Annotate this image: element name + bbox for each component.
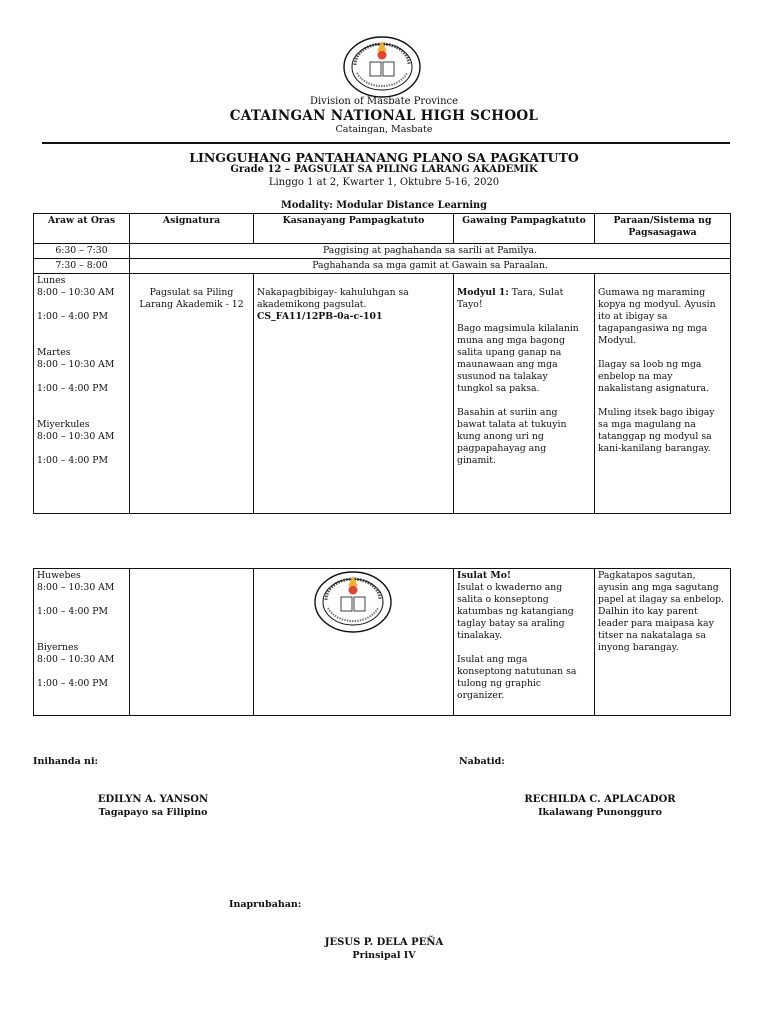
schedule-line: Huwebes bbox=[37, 570, 81, 581]
method-line: Modyul. bbox=[598, 335, 637, 346]
method-cell bbox=[595, 569, 731, 716]
noted-name: RECHILDA C. APLACADOR bbox=[524, 794, 676, 805]
header-competency: Kasanayang Pampagkatuto bbox=[254, 214, 454, 244]
activity-line: Tayo! bbox=[457, 299, 483, 310]
activity-line: Bago magsimula kilalanin bbox=[457, 323, 579, 334]
week-quarter: Linggo 1 at 2, Kwarter 1, Oktubre 5-16, 2020 bbox=[268, 177, 500, 188]
method-line: inyong barangay. bbox=[598, 642, 679, 653]
activity-line: tinalakay. bbox=[457, 630, 502, 641]
method-line: nakalistang asignatura. bbox=[598, 383, 710, 394]
schedule-line: Lunes bbox=[37, 275, 66, 286]
activity-line: pagpapahayag ang bbox=[457, 443, 547, 454]
approved-label: Inaprubahan: bbox=[229, 899, 302, 910]
noted-label: Nabatid: bbox=[459, 756, 505, 767]
activity-title: Modyul 1: bbox=[457, 287, 509, 298]
school-name: CATAINGAN NATIONAL HIGH SCHOOL bbox=[229, 108, 539, 124]
activity-line: katumbas ng katangiang bbox=[457, 606, 574, 617]
plan-table-1 bbox=[33, 213, 731, 514]
routine-row bbox=[34, 259, 731, 274]
activity-line: Isulat o kwaderno ang bbox=[457, 582, 563, 593]
schedule-line: 1:00 – 4:00 PM bbox=[37, 678, 109, 689]
activity-line: tulong ng graphic bbox=[457, 678, 542, 689]
subject-cell-empty bbox=[130, 569, 254, 716]
schedule-line: 8:00 – 10:30 AM bbox=[37, 359, 115, 370]
routine-time: 6:30 – 7:30 bbox=[34, 244, 130, 259]
header-day-time: Araw at Oras bbox=[34, 214, 130, 244]
prepared-name: EDILYN A. YANSON bbox=[97, 794, 209, 805]
noted-role: Ikalawang Punongguro bbox=[538, 807, 662, 818]
prepared-label: Inihanda ni: bbox=[33, 756, 99, 767]
header-divider bbox=[42, 142, 730, 144]
table-header-row bbox=[34, 214, 731, 244]
schedule-row-mon-wed bbox=[34, 274, 731, 514]
method-line: tatanggap ng modyul sa bbox=[598, 431, 712, 442]
schedule-line: 8:00 – 10:30 AM bbox=[37, 582, 115, 593]
approved-name: JESUS P. DELA PEÑA bbox=[324, 937, 444, 948]
method-line: papel at ilagay sa enbelop. bbox=[598, 594, 724, 605]
activity-cell bbox=[454, 569, 595, 716]
subject-cell bbox=[130, 274, 254, 514]
method-cell bbox=[595, 274, 731, 514]
plan-title: LINGGUHANG PANTAHANANG PLANO SA PAGKATUTO bbox=[189, 150, 579, 165]
activity-line: kung anong uri ng bbox=[457, 431, 544, 442]
method-line: tagapangasiwa ng mga bbox=[598, 323, 708, 334]
schedule-line: 8:00 – 10:30 AM bbox=[37, 431, 115, 442]
schedule-row-thu-fri bbox=[34, 569, 731, 716]
plan-table-2 bbox=[33, 568, 731, 716]
competency-line: Nakapagbibigay- kahuluhgan sa bbox=[257, 287, 409, 298]
method-line: titser na nakatalaga sa bbox=[598, 630, 706, 641]
subject-line: Larang Akademik - 12 bbox=[139, 299, 244, 310]
competency-cell bbox=[254, 274, 454, 514]
competency-cell-empty bbox=[254, 569, 454, 716]
division-name: Division of Masbate Province bbox=[309, 96, 459, 107]
activity-line: organizer. bbox=[457, 690, 505, 701]
header-activity: Gawaing Pampagkatuto bbox=[454, 214, 595, 244]
schedule-line: Biyernes bbox=[37, 642, 79, 653]
method-line: Dalhin ito kay parent bbox=[598, 606, 698, 617]
activity-line: ginamit. bbox=[457, 455, 496, 466]
activity-line: bawat talata at tukuyin bbox=[457, 419, 567, 430]
header-subject: Asignatura bbox=[130, 214, 254, 244]
activity-line: taglay batay sa araling bbox=[457, 618, 565, 629]
method-line: leader para maipasa kay bbox=[598, 618, 714, 629]
header-method: Paraan/Sistema ng Pagsasagawa bbox=[595, 214, 731, 244]
schedule-line: Martes bbox=[37, 347, 71, 358]
activity-line: konseptong natutunan sa bbox=[457, 666, 577, 677]
activity-line: susunod na talakay bbox=[457, 371, 548, 382]
schedule-line: 1:00 – 4:00 PM bbox=[37, 311, 109, 322]
schedule-line: 1:00 – 4:00 PM bbox=[37, 606, 109, 617]
activity-line: salita upang ganap na bbox=[457, 347, 562, 358]
schedule-line: 1:00 – 4:00 PM bbox=[37, 383, 109, 394]
approved-role: Prinsipal IV bbox=[352, 950, 416, 961]
activity-line: tungkol sa paksa. bbox=[457, 383, 540, 394]
method-line: Muling itsek bago ibigay bbox=[598, 407, 715, 418]
method-line: kani-kanilang barangay. bbox=[598, 443, 711, 454]
method-line: Gumawa ng maraming bbox=[598, 287, 706, 298]
method-line: ayusin ang mga sagutang bbox=[598, 582, 719, 593]
activity-line: Basahin at suriin ang bbox=[457, 407, 558, 418]
schedule-line: 8:00 – 10:30 AM bbox=[37, 287, 115, 298]
competency-line: akademikong pagsulat. bbox=[257, 299, 367, 310]
activity-title-rest: Tara, Sulat bbox=[508, 287, 564, 298]
schedule-line: 8:00 – 10:30 AM bbox=[37, 654, 115, 665]
schedule-line: 1:00 – 4:00 PM bbox=[37, 455, 109, 466]
school-seal bbox=[341, 35, 423, 99]
routine-activity: Paggising at paghahanda sa sarili at Pamilya. bbox=[130, 244, 731, 259]
activity-line: Isulat ang mga bbox=[457, 654, 528, 665]
competency-code: CS_FA11/12PB-0a-c-101 bbox=[257, 311, 383, 322]
method-line: sa mga magulang na bbox=[598, 419, 696, 430]
schedule-cell bbox=[34, 274, 130, 514]
subject-line: Pagsulat sa Piling bbox=[149, 287, 234, 298]
modality: Modality: Modular Distance Learning bbox=[280, 200, 488, 211]
routine-time: 7:30 – 8:00 bbox=[34, 259, 130, 274]
routine-row bbox=[34, 244, 731, 259]
activity-title: Isulat Mo! bbox=[457, 570, 512, 581]
method-line: enbelop na may bbox=[598, 371, 673, 382]
method-line: Ilagay sa loob ng mga bbox=[598, 359, 702, 370]
method-line: Pagkatapos sagutan, bbox=[598, 570, 696, 581]
activity-cell bbox=[454, 274, 595, 514]
activity-line: salita o konseptong bbox=[457, 594, 549, 605]
prepared-role: Tagapayo sa Filipino bbox=[98, 807, 208, 818]
method-line: ito at ibigay sa bbox=[598, 311, 668, 322]
method-line: kopya ng modyul. Ayusin bbox=[598, 299, 716, 310]
routine-activity: Paghahanda sa mga gamit at Gawain sa Paraalan. bbox=[130, 259, 731, 274]
schedule-line: Miyerkules bbox=[37, 419, 90, 430]
activity-line: muna ang mga bagong bbox=[457, 335, 565, 346]
school-location: Cataingan, Masbate bbox=[335, 124, 433, 135]
activity-line: maunawaan ang mga bbox=[457, 359, 558, 370]
grade-subject: Grade 12 – PAGSULAT SA PILING LARANG AKADEMIK bbox=[230, 164, 538, 175]
school-seal-watermark bbox=[312, 570, 394, 634]
schedule-cell bbox=[34, 569, 130, 716]
